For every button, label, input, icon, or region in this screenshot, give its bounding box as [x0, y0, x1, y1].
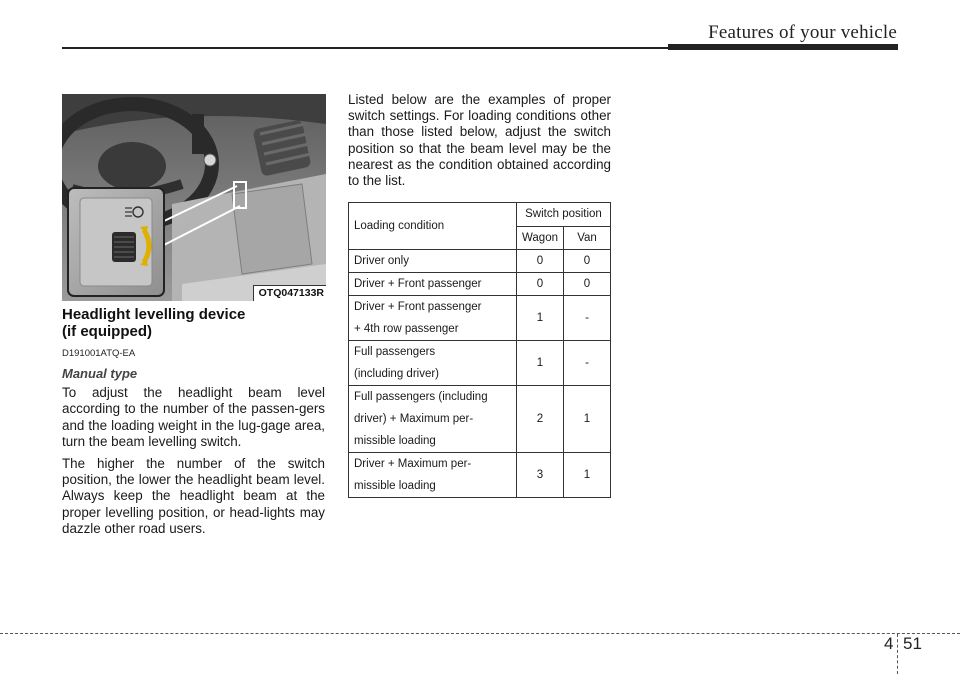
- row-van: 1: [564, 453, 611, 498]
- table-row: [349, 296, 611, 341]
- row-condition: [349, 273, 517, 296]
- row-condition-line: (including driver): [354, 368, 440, 380]
- row-van: 0: [564, 273, 611, 296]
- row-wagon: 1: [516, 296, 563, 341]
- header-tab-bar: [668, 44, 898, 50]
- row-van: 1: [564, 386, 611, 453]
- paragraph-adjust: To adjust the headlight beam level according to the number of the passen-gers and the loading weight in the lug-gage area, turn the beam levelling switch.: [62, 385, 325, 450]
- row-van: -: [564, 296, 611, 341]
- page-number-divider: [897, 634, 898, 674]
- row-van: -: [564, 341, 611, 386]
- footer-rule: [0, 633, 960, 634]
- header-switch-position: Switch position: [516, 203, 610, 227]
- row-condition: [349, 250, 517, 273]
- row-wagon: 1: [516, 341, 563, 386]
- section-number: 4: [884, 634, 894, 653]
- row-condition-line: + 4th row passenger: [354, 323, 459, 335]
- row-condition: [349, 296, 517, 341]
- page-header-title: Features of your vehicle: [708, 22, 897, 43]
- header-van: Van: [564, 226, 611, 250]
- section-title-line1: Headlight levelling device: [62, 306, 246, 323]
- row-condition-line: Driver + Front passenger: [354, 278, 482, 290]
- table-row: [349, 341, 611, 386]
- left-column: [62, 306, 325, 538]
- table-row: [349, 386, 611, 453]
- subsection-title: Manual type: [62, 366, 138, 381]
- header-loading-condition: Loading condition: [349, 203, 517, 250]
- row-wagon: 2: [516, 386, 563, 453]
- table-row: [349, 453, 611, 498]
- figure-code: OTQ047133R: [253, 285, 326, 301]
- row-wagon: 3: [516, 453, 563, 498]
- page-number: 51: [903, 634, 922, 653]
- table-row: [349, 250, 611, 273]
- document-code: D191001ATQ-EA: [62, 348, 136, 359]
- row-wagon: 0: [516, 273, 563, 296]
- row-condition-line: Driver + Maximum per-: [354, 458, 472, 470]
- row-van: 0: [564, 250, 611, 273]
- row-condition-line: Driver + Front passenger: [354, 301, 482, 313]
- row-condition: [349, 386, 517, 453]
- row-condition-line: Full passengers: [354, 346, 436, 358]
- row-condition-line: Driver only: [354, 255, 409, 267]
- row-condition-line: missible loading: [354, 435, 436, 447]
- row-condition-line: Full passengers (including: [354, 391, 488, 403]
- headlight-switch-photo: [62, 94, 326, 301]
- table-intro-paragraph: Listed below are the examples of proper switch settings. For loading conditions other than those listed below, adjust the switch position so that the beam level may be the nearest as the condition obtained according to the list.: [348, 92, 611, 189]
- section-title-line2: (if equipped): [62, 323, 152, 340]
- row-wagon: 0: [516, 250, 563, 273]
- row-condition-line: missible loading: [354, 480, 436, 492]
- section-title: [62, 306, 325, 340]
- header-wagon: Wagon: [516, 226, 563, 250]
- table-header-row: [349, 203, 611, 227]
- loading-condition-table: [348, 202, 611, 498]
- table-row: [349, 273, 611, 296]
- paragraph-switch-position: The higher the number of the switch position, the lower the headlight beam level. Always keep the headlight beam at the proper levelling position, or head-lights may dazzle other road users.: [62, 455, 325, 537]
- dashboard-illustration: [62, 94, 326, 301]
- row-condition: [349, 341, 517, 386]
- row-condition: [349, 453, 517, 498]
- row-condition-line: driver) + Maximum per-: [354, 413, 474, 425]
